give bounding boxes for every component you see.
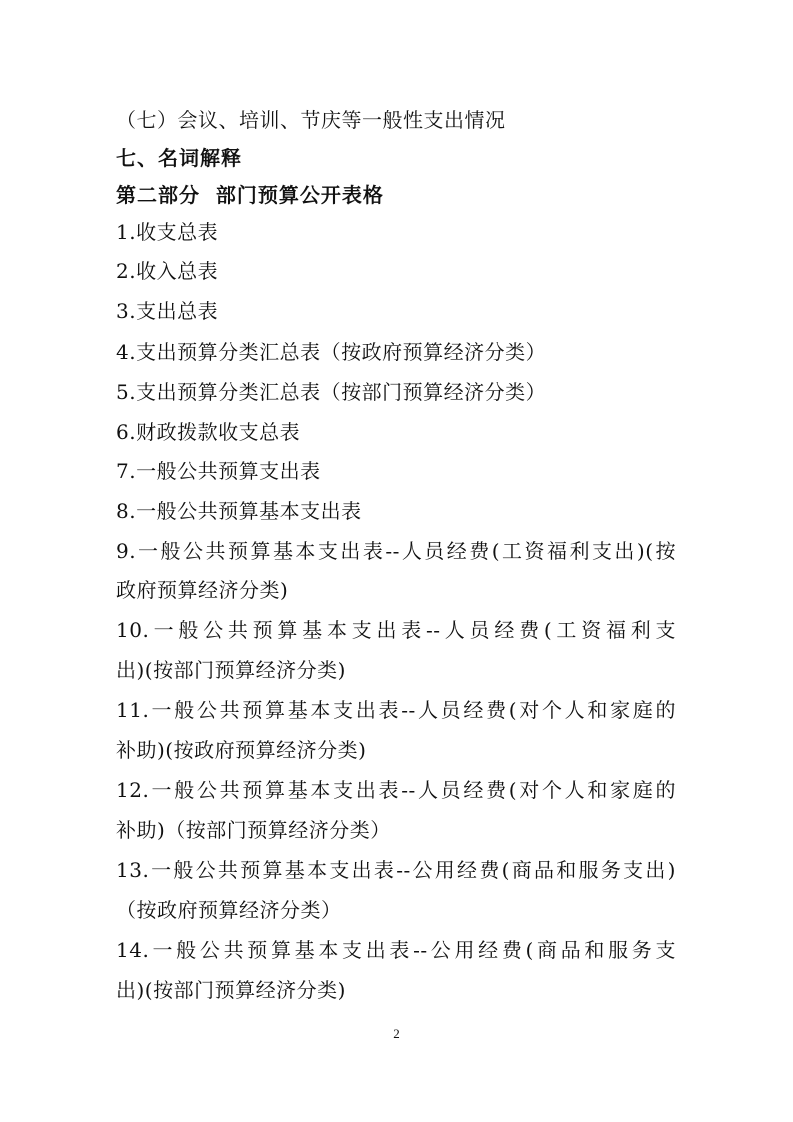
list-item-13-line-1: 13.一般公共预算基本支出表--公用经费(商品和服务支出) (116, 858, 676, 882)
list-item-11-line-2: 补助)(按政府预算经济分类) (116, 738, 367, 762)
list-item-9-line-1: 9.一般公共预算基本支出表--人员经费(工资福利支出)(按 (116, 539, 676, 563)
list-item-4: 4.支出预算分类汇总表（按政府预算经济分类） (116, 340, 547, 364)
list-item-12-line-1: 12.一般公共预算基本支出表--人员经费(对个人和家庭的 (116, 778, 676, 802)
list-item-2: 2.收入总表 (116, 259, 219, 283)
heading-glossary: 七、名词解释 (116, 146, 242, 170)
page-number: 2 (393, 1026, 400, 1041)
section-item-meeting-expenses: （七）会议、培训、节庆等一般性支出情况 (116, 108, 506, 132)
list-item-3: 3.支出总表 (116, 299, 219, 323)
list-item-10-line-2: 出)(按部门预算经济分类) (116, 658, 346, 682)
list-item-6: 6.财政拨款收支总表 (116, 420, 301, 444)
list-item-1: 1.收支总表 (116, 220, 219, 244)
list-item-14-line-2: 出)(按部门预算经济分类) (116, 978, 346, 1002)
list-item-12-line-2: 补助)（按部门预算经济分类） (116, 818, 391, 842)
list-item-14-line-1: 14.一般公共预算基本支出表--公用经费(商品和服务支 (116, 938, 676, 962)
list-item-8: 8.一般公共预算基本支出表 (116, 499, 362, 523)
list-item-11-line-1: 11.一般公共预算基本支出表--人员经费(对个人和家庭的 (116, 698, 676, 722)
heading-part-two: 第二部分 部门预算公开表格 (116, 183, 384, 207)
list-item-13-line-2: （按政府预算经济分类） (116, 898, 342, 922)
list-item-9-line-2: 政府预算经济分类) (116, 578, 289, 602)
list-item-7: 7.一般公共预算支出表 (116, 459, 321, 483)
list-item-10-line-1: 10.一般公共预算基本支出表--人员经费(工资福利支 (116, 618, 676, 642)
list-item-5: 5.支出预算分类汇总表（按部门预算经济分类） (116, 380, 547, 404)
